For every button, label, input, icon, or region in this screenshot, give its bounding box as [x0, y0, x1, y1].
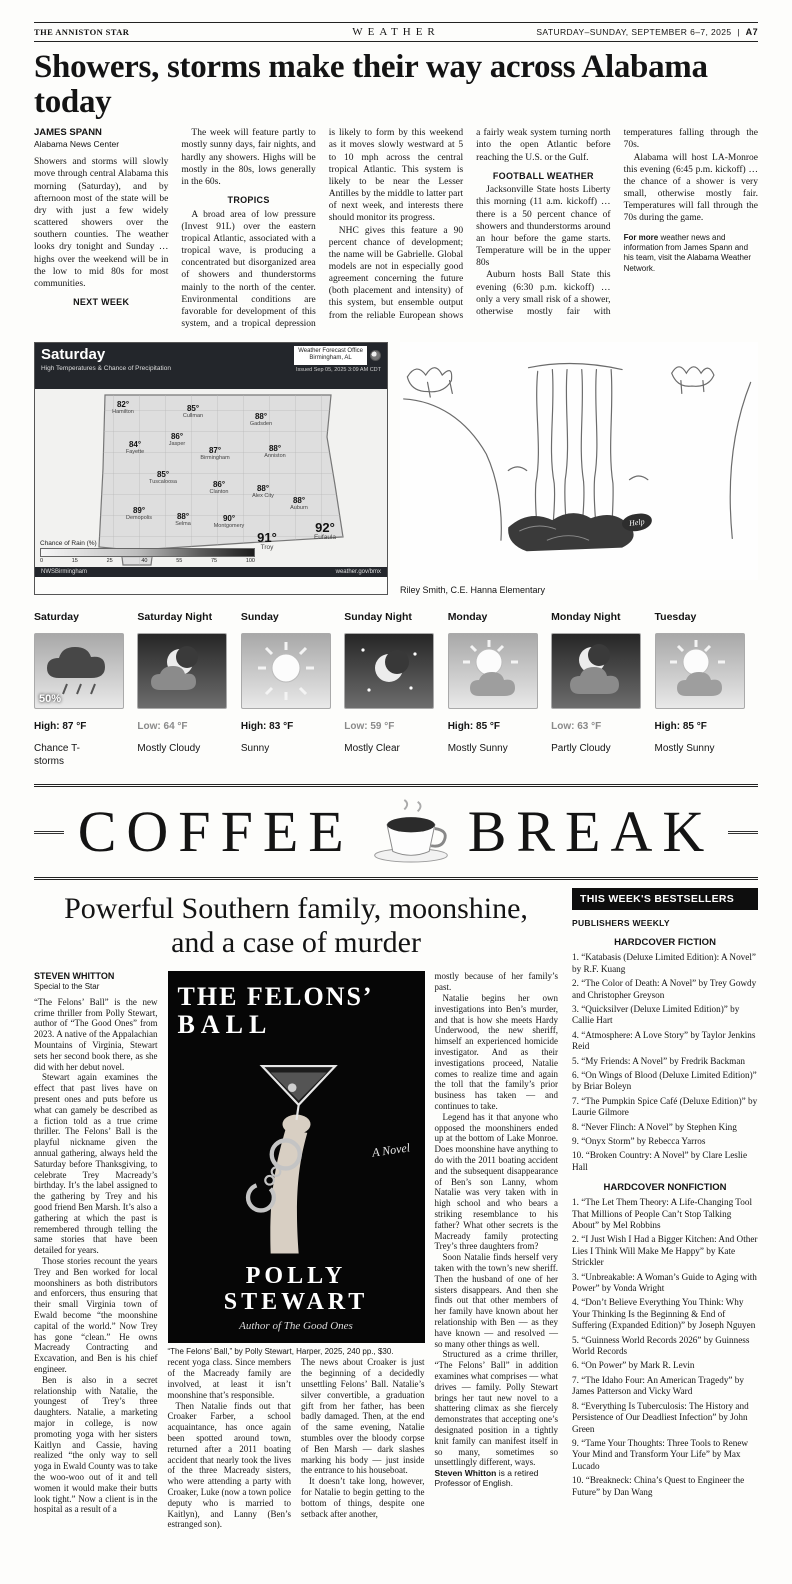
city-temp: 87° Birmingham: [200, 446, 230, 462]
paper-name: THE ANNISTON STAR: [34, 27, 130, 37]
review-column-4: [435, 971, 559, 1530]
weather-map-header: [35, 343, 387, 389]
weather-map-body: [35, 389, 387, 567]
sun-cloud-icon: [655, 633, 745, 709]
city-temp: 88° Auburn: [290, 496, 308, 512]
list-item: 4. “Don’t Believe Everything You Think: Why Your Thinking Is the Beginning & End of Suffering (Expanded Edition)” by Joseph Nguyen: [572, 1297, 756, 1331]
article-footnote: [624, 233, 758, 275]
byline-organization: Alabama News Center: [34, 139, 120, 150]
legend-ticks: 0 15 25 40 55 75 100: [40, 558, 255, 565]
list-item: 6. “On Power” by Mark R. Levin: [572, 1360, 695, 1371]
subhead-football-weather: FOOTBALL WEATHER: [492, 170, 594, 181]
reviewer-name: Steven Whitton: [434, 1468, 497, 1479]
masthead: [34, 22, 758, 42]
review-paragraph: Stewart again examines the effect that past lives have on present ones and puts before us what can gamely be described as a fiction told as a true crime thriller. The Felons’ Ball is the playful nickname given the annual gathering, always held the Saturday before Thanksgiving, to celebrate Trey Macready’s birthday. It’s the label assigned to the gathering by Trey and his good friend Ben Marsh. It’s also a gathering at which the past is remembered through telling the same stories that have been detailed for years.: [34, 1072, 158, 1256]
coffee-break-section: [34, 888, 758, 1530]
review-title: Powerful Southern family, moonshine, and a case of murder: [64, 892, 528, 959]
forecast-period-monday-night: Monday Night Low: 63 °F Partly Cloudy: [551, 611, 654, 768]
subhead-next-week: NEXT WEEK: [73, 297, 130, 308]
coffee-cup-icon: [368, 798, 454, 866]
moon-stars-icon: [344, 633, 434, 709]
review-paragraph: The news about Croaker is just the beginning of a decidedly unsettling Felons’ Ball. Natalie’s silver convertible, a graduation gift from her father, has been badly damaged. Then, at the end of the same evening, Natalie stumbles over the bloody corpse of Ben Marsh — dark slashes marking his body — just inside the entrance to his houseboat.: [301, 1357, 425, 1476]
list-item: 9. “Tame Your Thoughts: Three Tools to Renew Your Mind and Transform Your Life” by Max Lucado: [572, 1437, 749, 1471]
article-paragraph: The week will feature partly to mostly sunny days, fair nights, and hardly any showers. Highs will be mostly in the 80s, lows generally in the 60s.: [181, 128, 316, 187]
cover-novel-label: A Novel: [371, 1139, 412, 1160]
review-column-1: [34, 971, 158, 1530]
review-paragraph: It doesn’t take long, however, for Natalie to begin getting to the bottom of things, despite one setback after another,: [301, 1476, 425, 1519]
moon-cloud-icon: [551, 633, 641, 709]
map-footer-left: NWSBirmingham: [41, 569, 88, 576]
article-paragraph: Showers and storms will slowly move through central Alabama this morning (Saturday), and by afternoon most of the state will be dry with just a few widely scattered showers over the southern counties. The weather looks dry tonight and Sunday … highs over the weekend will be in the low to mid 80s for most communities.: [34, 157, 169, 289]
date-line: [517, 27, 758, 37]
reviewer-note-text: is a retired Professor of English.: [434, 1468, 539, 1489]
forecast-period-saturday: Saturday 50% High: 87 °F Chance T-storms: [34, 611, 137, 768]
list-item: 9. “Onyx Storm” by Rebecca Yarros: [572, 1135, 706, 1146]
footnote-text: weather news and information from James Spann and his team, visit the Alabama Weather Network.: [623, 232, 752, 273]
footnote-lead: For more: [623, 232, 659, 242]
forecast-period-saturday-night: Saturday Night Low: 64 °F Mostly Cloudy: [137, 611, 240, 768]
divider-line: [34, 831, 64, 834]
legend-gradient-bar: [40, 548, 255, 557]
main-headline: Showers, storms make their way across Alabama today: [34, 49, 708, 120]
city-temp: 88° Alex City: [252, 484, 274, 500]
section-title: WEATHER: [352, 26, 440, 38]
review-body: [34, 971, 558, 1530]
cover-title: THE FELONS’ BALL: [177, 982, 374, 1039]
forecast-period-tuesday: Tuesday High: 85 °F Mostly Sunny: [655, 611, 758, 768]
book-cover: [168, 971, 425, 1343]
map-footer-right: weather.gov/bmx: [335, 569, 381, 576]
forecast-period-sunday: Sunday High: 83 °F Sunny: [241, 611, 344, 768]
cover-author: POLLY STEWART: [223, 1263, 369, 1316]
cover-art-arm-martini: [178, 1042, 415, 1260]
article-paragraph: NHC gives this feature a 90 percent chance of development; the name will be Gabrielle. Global models are not in especially good agreement concerning the future (both placement and intensity) of this system, but ensemble output from the reliable European shows a fairly weak system turning north into the open Atlantic before reaching the U.S. or the Gulf.: [328, 128, 611, 321]
list-item: 2. “I Just Wish I Had a Bigger Kitchen: And Other Lies I Think Will Make Me Happy” by Kate Strickler: [572, 1234, 758, 1268]
date-text: SATURDAY–SUNDAY, SEPTEMBER 6–7, 2025: [536, 27, 732, 37]
review-paragraph: “The Felons’ Ball” is the new crime thriller from Polly Stewart, author of “The Good Ones” from 2023. A native of the Appalachian Mountains of Virginia, Stewart sets her second book there, as she did with her debut novel.: [34, 996, 158, 1072]
city-temp: 90° Montgomery: [213, 514, 245, 530]
city-temp: 89° Demopolis: [126, 506, 152, 522]
student-drawing-block: [400, 342, 758, 595]
review-paragraph: Then Natalie finds out that Croaker Farber, a school acquaintance, has once again been spotted around town, returned after a 2011 boating accident that nearly took the lives of the three Macready sisters, who were attending a party with Croaker, Luke (now a town police deputy who is married to Kaitlyn), and Lanny (Ben’s estranged son).: [167, 1400, 291, 1530]
city-temp-eufaula: 92° Eufaula: [313, 520, 337, 542]
map-subtitle: High Temperatures & Chance of Precipitation: [41, 365, 171, 373]
city-temp: 82° Hamilton: [112, 400, 134, 416]
review-byline: STEVEN WHITTON: [34, 971, 115, 982]
book-review: [34, 888, 558, 1530]
list-item: 8. “Everything Is Tuberculosis: The History and Persistence of Our Deadliest Infection” by John Green: [572, 1400, 749, 1434]
subhead-tropics: TROPICS: [227, 195, 270, 206]
divider: |: [737, 27, 740, 37]
review-column-3: [301, 1357, 425, 1530]
city-temp-troy: 91° Troy: [257, 530, 277, 552]
article-paragraph: Auburn hosts Ball State this evening (6:30 p.m. kickoff) … only a very small risk of a shower, otherwise mostly fair with temperatures falling through the 70s.: [476, 128, 758, 317]
media-row: [34, 342, 758, 595]
review-column-2: [168, 1357, 292, 1530]
bestsellers-header: THIS WEEK'S BESTSELLERS: [572, 888, 758, 910]
reviewer-note: [435, 1468, 559, 1488]
weather-map: [34, 342, 388, 595]
list-item: 10. “Breakneck: China’s Quest to Engineer the Future” by Dan Wang: [572, 1475, 745, 1497]
list-item: 7. “The Pumpkin Spice Café (Deluxe Edition)” by Laurie Gilmore: [572, 1095, 758, 1118]
city-temp: 88° Anniston: [264, 444, 286, 460]
review-paragraph: recent yoga class. Since members of the Macready family are involved, at least it isn’t moonshine that’s responsible.: [167, 1357, 291, 1400]
pencil-sketch: [400, 342, 758, 560]
forecast-period-monday: Monday High: 85 °F Mostly Sunny: [448, 611, 551, 768]
city-temp: 84° Fayette: [125, 440, 145, 456]
legend-label: Chance of Rain (%): [40, 540, 97, 548]
book-cover-area: [168, 971, 425, 1357]
city-temp: 88° Gadsden: [249, 412, 273, 428]
forecast-strip: [34, 611, 758, 768]
page-number: A7: [745, 27, 758, 37]
student-drawing: [400, 342, 758, 580]
cover-tagline: Author of The Good Ones: [239, 1320, 353, 1333]
article-paragraph: Alabama will host LA-Monroe this evening (6:45 p.m. kickoff) … the chance of a shower is very small, otherwise mostly fair. Temperatures will fall through the 70s during the game.: [623, 152, 758, 224]
map-issued: Issued Sep 05, 2025 3:09 AM CDT: [296, 366, 381, 373]
review-paragraph: Those stories recount the years Trey and Ben worked for local moonshiners as both distributors and enforcers, thus ensuring that their small Virginia town of Ewald become “the moonshine capital of the world.” Now Trey has gone “clean.” He owns Macready Contracting and Excavation, and Ben is his chief engineer.: [34, 1255, 158, 1374]
list-item: 1. “Katabasis (Deluxe Limited Edition): A Novel” by R.F. Kuang: [572, 952, 756, 974]
list-item: 1. “The Let Them Theory: A Life-Changing Tool That Millions of People Can’t Stop Talking About” by Mel Robbins: [572, 1197, 753, 1230]
map-title: Saturday: [41, 346, 106, 364]
moon-clouds-icon: [137, 633, 227, 709]
city-temp: 85° Tuscaloosa: [149, 470, 177, 486]
rain-chance-legend: [40, 540, 255, 564]
city-temp: 88° Selma: [175, 512, 191, 528]
fiction-section-header: HARDCOVER FICTION: [614, 937, 716, 949]
list-item: 7. “The Idaho Four: An American Tragedy” by James Patterson and Vicky Ward: [572, 1374, 744, 1397]
city-temp: 86° Clanton: [209, 480, 229, 496]
weather-map-footer: [35, 567, 387, 577]
review-paragraph: Soon Natalie finds herself very taken with the town’s new sheriff. Then the husband of one of her sisters disappears. And then she finds out that other members of her family have known about her relationship with Ben — as they have known — and resolved — so many other things as well.: [434, 1252, 558, 1349]
city-temp: 85° Cullman: [182, 404, 204, 420]
storm-cloud-icon: 50%: [34, 633, 124, 709]
office-city: Birmingham, AL: [309, 355, 352, 362]
weather-article: [34, 127, 758, 332]
forecast-office-box: [294, 346, 367, 364]
list-item: 10. “Broken Country: A Novel” by Clare Leslie Hall: [572, 1150, 748, 1172]
city-temp: 86° Jasper: [168, 432, 186, 448]
review-paragraph: mostly because of her family’s past.: [434, 971, 558, 993]
forecast-office-block: [294, 346, 381, 386]
list-item: 6. “On Wings of Blood (Deluxe Limited Edition)” by Briar Boleyn: [572, 1069, 757, 1092]
cover-caption: “The Felons’ Ball,” by Polly Stewart, Harper, 2025, 240 pp., $30.: [167, 1347, 394, 1357]
nonfiction-section-header: HARDCOVER NONFICTION: [603, 1182, 727, 1194]
forecast-period-sunday-night: Sunday Night Low: 59 °F Mostly Clear: [344, 611, 447, 768]
list-item: 8. “Never Flinch: A Novel” by Stephen King: [572, 1121, 737, 1132]
review-byline-org: Special to the Star: [34, 982, 100, 992]
map-title-block: [41, 346, 171, 386]
article-paragraph: A broad area of low pressure (Invest 91L) over the eastern tropical Atlantic, associated with a tropical wave, is producing a concentrated but disorganized area of showers and thunderstorms mainly to the north of the center. Environmental conditions are favorable for development of this system, and a tropical depression is likely to form by this weekend as it moves slowly westward at 5 to 10 mph across the central tropical Atlantic. This system is likely to be near the Lesser Antilles by the middle to latter part of next week, and interests there should monitor its progress.: [181, 128, 464, 329]
review-paragraph: Ben is also in a secret relationship with Natalie, the youngest of Trey’s three daughters. Natalie, a marketing major in college, is now promoting yoga with her sisters Kaitlyn and Cassie, having realized “the only way to sell yoga in Ewald County was to take the woo-woo out of it and tell women it would make their butts look tight.” Now a client is in the hospital as a result of a: [34, 1374, 158, 1515]
list-item: 2. “The Color of Death: A Novel” by Trey Gowdy and Christopher Greyson: [572, 978, 757, 1000]
list-item: 5. “Guinness World Records 2026” by Guinness World Records: [572, 1334, 750, 1357]
coffee-break-divider: [34, 784, 758, 880]
byline-author: JAMES SPANN: [34, 127, 102, 139]
review-paragraph: Legend has it that anyone who opposed the moonshiners ended up at the bottom of Lake Monroe. Does moonshine have anything to do with the 2011 boating accident and the subsequent disappearance of Ben’s son Lanny, whom Natalie was very taken with in high school and who bears a striking resemblance to his father? What other secrets is the Macready family protecting Trey’s three daughters from?: [434, 1111, 558, 1252]
office-label: Weather Forecast Office: [298, 348, 363, 355]
divider-line: [728, 831, 758, 834]
help-speech-bubble: Help: [621, 512, 653, 533]
sun-cloud-icon: [448, 633, 538, 709]
drawing-credit: Riley Smith, C.E. Hanna Elementary: [400, 585, 546, 596]
list-item: 5. “My Friends: A Novel” by Fredrik Backman: [572, 1055, 746, 1066]
list-item: 3. “Unbreakable: A Woman’s Guide to Aging with Power” by Vonda Wright: [572, 1271, 757, 1294]
review-paragraph: Natalie begins her own investigations into Ben’s murder, and that is how she meets Hardy Underwood, the new sheriff, himself an experienced homicide investigator. And as their investigations proceed, Natalie comes to realize time and again the toll that the family’s prior business has taken — and continues to take.: [434, 993, 558, 1112]
article-paragraph: Jacksonville State hosts Liberty this morning (11 a.m. kickoff) … there is a 50 percent chance of showers and thunderstorms around an hour before the game starts. Temperature will be in the upper 80s: [476, 185, 611, 269]
sun-icon: [241, 633, 331, 709]
break-word: BREAK: [467, 799, 715, 865]
review-paragraph: Structured as a crime thriller, “The Felons’ Ball” in addition examines what comprises — what drives — family. Polly Stewart brings her taut new novel to a shattering climax as she fiercely demonstrates that accepting one’s designated position in a tightly knit family can manifest itself in so many, sometimes so unsettlingly different, ways.: [434, 1349, 558, 1468]
list-item: 4. “Atmosphere: A Love Story” by Taylor Jenkins Reid: [572, 1029, 756, 1052]
nws-logo-icon: [370, 350, 381, 361]
bestsellers-source: PUBLISHERS WEEKLY: [572, 918, 670, 929]
coffee-word: COFFEE: [77, 799, 354, 865]
bestsellers-sidebar: [572, 888, 758, 1530]
list-item: 3. “Quicksilver (Deluxe Limited Edition)” by Callie Hart: [572, 1003, 740, 1026]
